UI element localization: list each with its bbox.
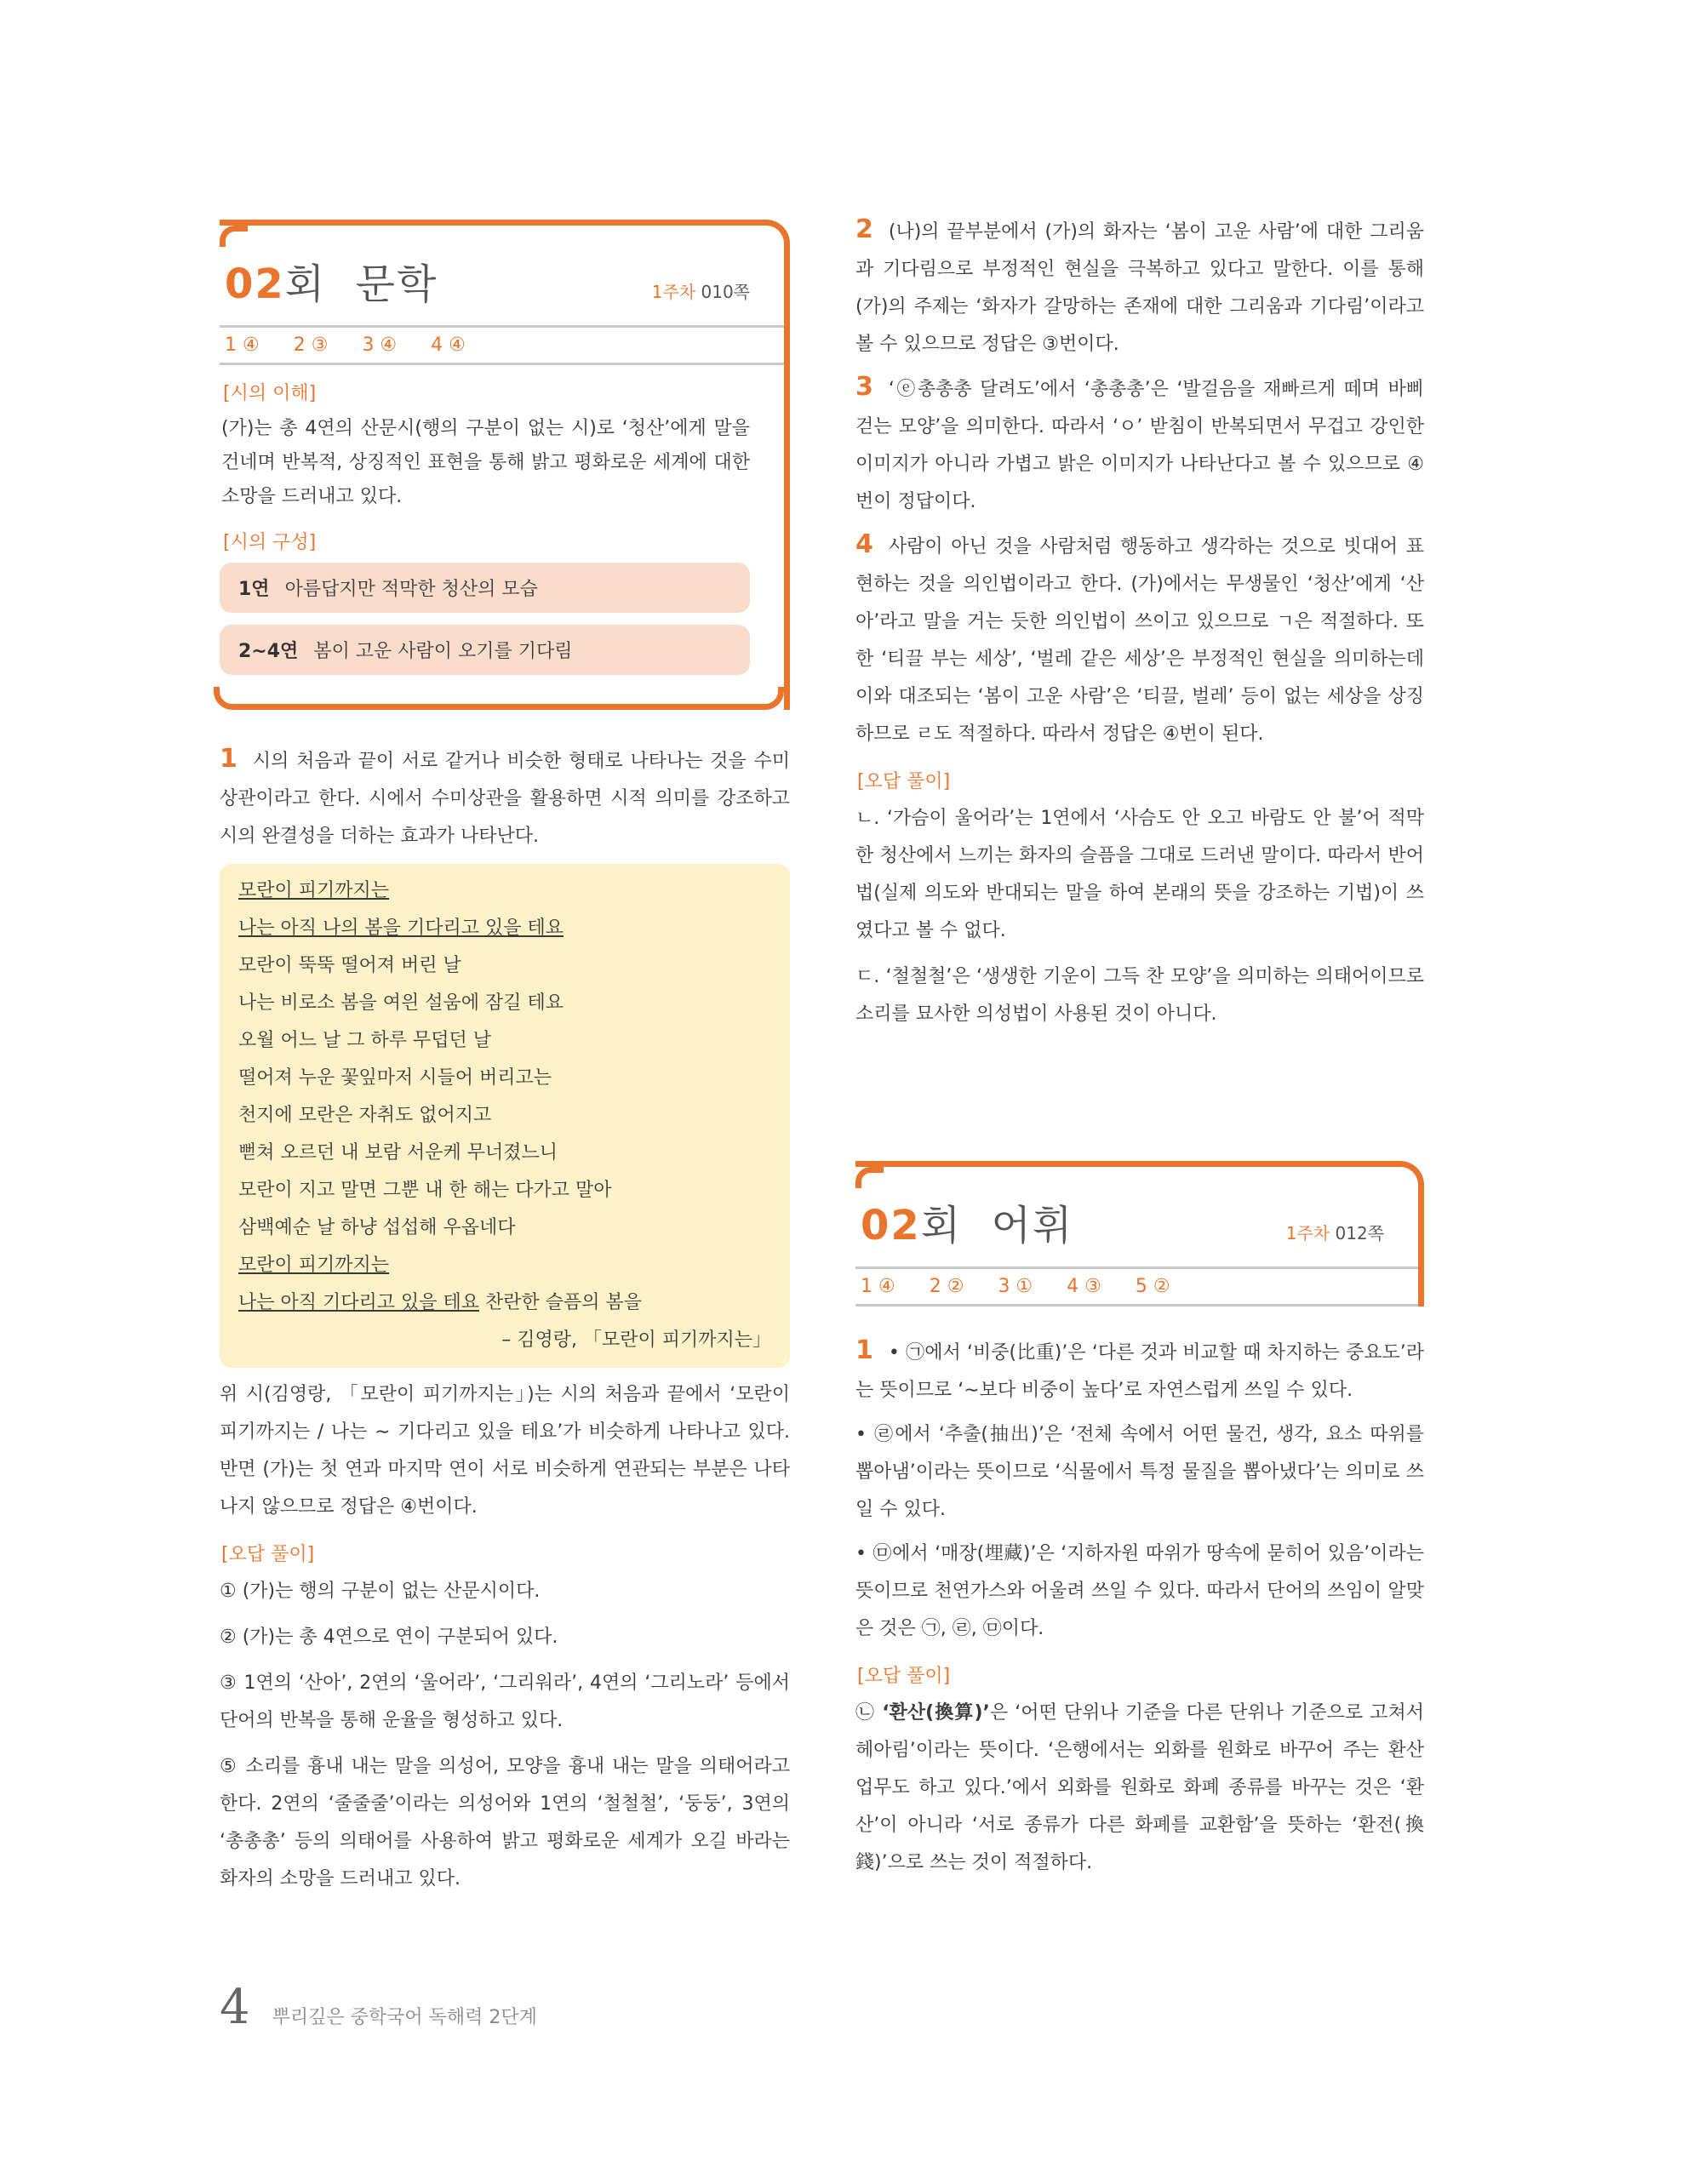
answer-item: 4 ③ [1067, 1276, 1101, 1297]
week-label: 1주차 [651, 282, 696, 302]
vocab-question-1 [855, 1332, 1424, 1882]
wrong-body: 은 ‘어떤 단위나 기준을 다른 단위나 기준으로 고쳐서 헤아림’이라는 뜻이다. ‘은행에서는 외화를 원화로 바꾸어 주는 환산 업무도 하고 있다.’에서 외화를 원화로 화폐 종류를 바꾸는 것은 ‘환산’이 아니라 ‘서로 종류가 다른 화폐를 교환함’을 뜻하는 ‘환전(換錢)’으로 쓰는 것이 적절하다. [855, 1702, 1424, 1873]
explanation: 위 시(김영랑, 「모란이 피기까지는」)는 시의 처음과 끝에서 ‘모란이 피기까지는 / 나는 ∼ 기다리고 있을 테요’가 비슷하게 나타나고 있다. 반면 (가)는 첫 연과 마지막 연이 서로 비슷하게 연관되는 부분은 나타나지 않으므로 정답은 ④번이다. [220, 1384, 790, 1518]
question-number: 4 [855, 529, 873, 559]
question-text: 시의 처음과 끝이 서로 같거나 비슷한 형태로 나타나는 것을 수미상관이라고 한다. 시에서 수미상관을 활용하면 시적 의미를 강조하고 시의 완결성을 더하는 효과가 나타난다. [220, 751, 790, 847]
literature-answers [220, 325, 784, 365]
page-ref: 012쪽 [1335, 1223, 1384, 1244]
poem-source: – 김영랑, 「모란이 피기까지는」 [501, 1329, 771, 1351]
answer-item: 5 ② [1135, 1276, 1170, 1297]
page-number: 4 [220, 1980, 250, 2035]
question-4 [855, 526, 1424, 753]
vocab-answers [855, 1266, 1418, 1306]
wrong-item: ① (가)는 행의 구분이 없는 산문시이다. [220, 1581, 541, 1602]
question-number: 3 [855, 372, 873, 402]
literature-title-number: 02 [225, 260, 285, 308]
answer-item: 3 ① [998, 1276, 1033, 1297]
structure-text: 아름답지만 적막한 청산의 모습 [284, 579, 538, 600]
poem-line: 나는 비로소 봄을 여읜 설움에 잠길 테요 [238, 992, 564, 1014]
vocab-answer-box [855, 1161, 1424, 1306]
wrong-label: [오답 풀이] [221, 1544, 315, 1565]
answer-item: 2 ② [929, 1276, 964, 1297]
structure-key: 2~4연 [238, 641, 299, 662]
structure-text: 봄이 고운 사람이 오기를 기다림 [313, 641, 573, 662]
answer-item: 2 ③ [293, 334, 329, 356]
box-corner [220, 226, 248, 247]
structure-item [220, 625, 750, 675]
vocab-bullet: • ㉣에서 ‘추출(抽出)’은 ‘전체 속에서 어떤 물건, 생각, 요소 따위를 뽑아냄’이라는 뜻이므로 ‘식물에서 특정 물질을 뽑아냈다’는 의미로 쓰일 수 있다. [855, 1424, 1424, 1520]
answer-item: 1 ④ [861, 1276, 895, 1297]
literature-answer-box [220, 220, 790, 710]
answer-item: 4 ④ [431, 334, 466, 356]
literature-title-text: 회 문학 [284, 260, 438, 308]
understanding-text: (가)는 총 4연의 산문시(행의 구분이 없는 시)로 ‘청산’에게 말을 건네며 반복적, 상징적인 표현을 통해 밝고 평화로운 세계에 대한 소망을 드러내고 있다. [221, 418, 750, 507]
wrong-item: ⑤ 소리를 흉내 내는 말을 의성어, 모양을 흉내 내는 말을 의태어라고 한다. 2연의 ‘줄줄줄’이라는 의성어와 1연의 ‘철철철’, ‘둥둥’, 3연의 ‘총총총’ 등의 의태어를 사용하여 밝고 평화로운 세계가 오길 바라는 화자의 소망을 드러내고 있다. [220, 1756, 790, 1890]
wrong-item: ㄴ. ‘가슴이 울어라’는 1연에서 ‘사슴도 안 오고 바람도 안 불’어 적막한 청산에서 느끼는 화자의 슬픔을 그대로 드러낸 말이다. 따라서 반어법(실제 의도와 반대되는 말을 하여 본래의 뜻을 강조하는 기법)이 쓰였다고 볼 수 없다. [855, 808, 1424, 941]
box-corner [855, 1167, 884, 1188]
question-3 [855, 369, 1424, 521]
poem-line: 삼백예순 날 하냥 섭섭해 우옵네다 [238, 1217, 516, 1238]
page-ref: 010쪽 [701, 282, 750, 302]
poem-line: 떨어져 누운 꽃잎마저 시들어 버리고는 [238, 1067, 552, 1089]
structure-key: 1연 [238, 579, 270, 600]
question-text: 사람이 아닌 것을 사람처럼 행동하고 생각하는 것으로 빗대어 표현하는 것을 의인법이라고 한다. (가)에서는 무생물인 ‘청산’에게 ‘산아’라고 말을 거는 듯한 의인법이 쓰이고 있으므로 ㄱ은 적절하다. 또한 ‘티끌 부는 세상’, ‘벌레 같은 세상’은 부정적인 현실을 의미하는데 이와 대조되는 ‘봄이 고운 사람’은 ‘티끌, 벌레’ 등이 없는 세상을 상징하므로 ㄹ도 적절하다. 따라서 정답은 ④번이 된다. [855, 536, 1424, 745]
vocab-bullet: • ㉤에서 ‘매장(埋藏)’은 ‘지하자원 따위가 땅속에 묻히어 있음’이라는 뜻이므로 천연가스와 어울려 쓰일 수 있다. 따라서 단어의 쓰임이 알맞은 것은 ㉠, ㉣, ㉤이다. [855, 1543, 1424, 1639]
poem-line: 모란이 지고 말면 그뿐 내 한 해는 다가고 말아 [238, 1180, 612, 1201]
week-label: 1주차 [1285, 1223, 1330, 1244]
answer-item: 3 ④ [362, 334, 398, 356]
understanding-label: [시의 이해] [223, 383, 317, 404]
vocab-title-text: 회 어휘 [920, 1202, 1074, 1249]
page-footer [220, 1980, 537, 2035]
poem-line: 천지에 모란은 자취도 없어지고 [238, 1105, 492, 1126]
wrong-list [855, 800, 1424, 1033]
vocab-week-page [1286, 1220, 1384, 1244]
question-text: (나)의 끝부분에서 (가)의 화자는 ‘봄이 고운 사람’에 대한 그리움과 기다림으로 부정적인 현실을 극복하고 있다고 말한다. 이를 통해 (가)의 주제는 ‘화자가 갈망하는 존재에 대한 그리움과 기다림’이라고 볼 수 있으므로 정답은 ③번이다. [855, 221, 1424, 355]
vocab-bullet: • ㉠에서 ‘비중(比重)’은 ‘다른 것과 비교할 때 차지하는 중요도’라는 뜻이므로 ‘∼보다 비중이 높다’로 자연스럽게 쓰일 수 있다. [855, 1342, 1424, 1401]
poem-rest: 찬란한 슬픔의 봄을 [479, 1292, 642, 1313]
right-column [855, 211, 1424, 1882]
poem-line: 나는 아직 나의 봄을 기다리고 있을 테요 [238, 918, 564, 939]
vocab-title [861, 1192, 1073, 1251]
wrong-item: ② (가)는 총 4연으로 연이 구분되어 있다. [220, 1627, 558, 1648]
poem-box [220, 864, 790, 1368]
poem-line: 뻗쳐 오르던 내 보람 서운케 무너졌느니 [238, 1142, 558, 1163]
question-number: 1 [220, 744, 237, 774]
poem-line [238, 1284, 771, 1322]
question-2 [855, 211, 1424, 363]
wrong-item: ㄷ. ‘철철철’은 ‘생생한 기운이 그득 찬 모양’을 의미하는 의태어이므로 소리를 묘사한 의성법이 사용된 것이 아니다. [855, 966, 1424, 1025]
wrong-label: [오답 풀이] [857, 771, 951, 792]
left-column [220, 220, 790, 1907]
literature-week-page [652, 278, 750, 303]
wrong-item: ③ 1연의 ‘산아’, 2연의 ‘울어라’, ‘그리워라’, 4연의 ‘그리노라’ 등에서 단어의 반복을 통해 운율을 형성하고 있다. [220, 1672, 790, 1731]
question-number: 1 [855, 1335, 873, 1365]
literature-title [225, 251, 438, 310]
vocab-title-number: 02 [861, 1202, 921, 1249]
poem-line: 오월 어느 날 그 하루 무덥던 날 [238, 1030, 491, 1051]
wrong-label: [오답 풀이] [857, 1666, 951, 1687]
question-number: 2 [855, 214, 873, 244]
answer-item: 1 ④ [225, 334, 260, 356]
box-bottom-border [214, 687, 784, 710]
poem-underlined: 나는 아직 기다리고 있을 테요 [238, 1292, 479, 1313]
poem-line: 모란이 피기까지는 [238, 880, 390, 901]
wrong-term: ‘환산(換算)’ [882, 1702, 990, 1724]
poem-line: 모란이 뚝뚝 떨어져 버린 날 [238, 955, 461, 976]
vocab-wrong-text [855, 1695, 1424, 1882]
wrong-list [220, 1573, 790, 1898]
book-title: 뿌리깊은 중학국어 독해력 2단계 [272, 2007, 537, 2028]
poem-line: 모란이 피기까지는 [238, 1255, 390, 1276]
structure-label: [시의 구성] [223, 532, 317, 553]
wrong-prefix: ㉡ [855, 1702, 883, 1724]
structure-item [220, 563, 750, 613]
question-text: ‘ⓔ총총총 달려도’에서 ‘총총총’은 ‘발걸음을 재빠르게 떼며 바삐 걷는 모양’을 의미한다. 따라서 ‘ㅇ’ 받침이 반복되면서 무겁고 강인한 이미지가 아니라 가볍고 밝은 이미지가 나타난다고 볼 수 있으므로 ④번이 정답이다. [855, 379, 1424, 512]
question-1 [220, 740, 790, 1898]
